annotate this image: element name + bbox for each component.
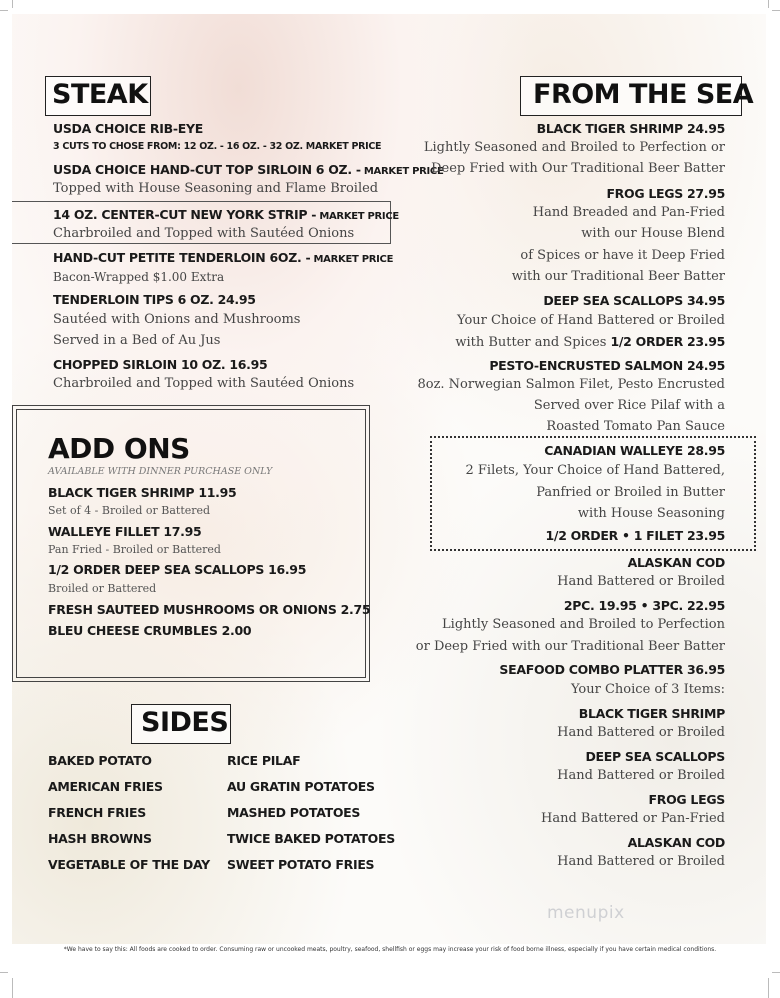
combo-item-name: BLACK TIGER SHRIMP — [578, 706, 725, 721]
salmon-desc-1: 8oz. Norwegian Salmon Filet, Pesto Encrusted — [417, 377, 725, 392]
sea-walleye-half: 1/2 ORDER • 1 FILET 23.95 — [545, 528, 725, 543]
addon-shrimp-desc: Set of 4 - Broiled or Battered — [48, 504, 211, 517]
combo-name: SEAFOOD COMBO PLATTER 36.95 — [499, 662, 725, 677]
sirloin-desc: Topped with House Seasoning and Flame Broiled — [53, 181, 379, 196]
crop-mark — [772, 10, 780, 11]
cod-desc-3: or Deep Fried with our Traditional Beer Batter — [415, 639, 725, 654]
salmon-desc-2: Served over Rice Pilaf with a — [533, 398, 725, 413]
ny-strip-desc: Charbroiled and Topped with Sautéed Onions — [53, 226, 355, 241]
side-item: MASHED POTATOES — [227, 805, 361, 820]
crop-mark — [768, 0, 769, 8]
frog-name: FROG LEGS 27.95 — [606, 186, 725, 201]
addon-walleye-desc: Pan Fried - Broiled or Battered — [48, 543, 221, 556]
tips-desc-1: Sautéed with Onions and Mushrooms — [53, 312, 301, 327]
side-item: TWICE BAKED POTATOES — [227, 831, 395, 846]
combo-desc: Your Choice of 3 Items: — [570, 682, 725, 697]
frog-desc-2: with our House Blend — [581, 226, 725, 241]
cod-prices: 2PC. 19.95 • 3PC. 22.95 — [563, 598, 725, 613]
frog-desc-3: of Spices or have it Deep Fried — [520, 248, 725, 263]
combo-item-desc: Hand Battered or Broiled — [557, 768, 725, 783]
addon-scallops-name: 1/2 ORDER DEEP SEA SCALLOPS 16.95 — [48, 562, 307, 577]
sides-title: SIDES — [141, 707, 229, 738]
crop-mark — [0, 10, 8, 11]
salmon-desc-3: Roasted Tomato Pan Sauce — [546, 419, 725, 434]
chopped-name: CHOPPED SIRLOIN 10 OZ. 16.95 — [53, 357, 268, 372]
side-item: HASH BROWNS — [48, 831, 152, 846]
cod-desc-1: Hand Battered or Broiled — [557, 574, 725, 589]
crop-mark — [772, 972, 780, 973]
crop-mark — [12, 978, 13, 998]
addon-bleu-name: BLEU CHEESE CRUMBLES 2.00 — [48, 623, 252, 638]
side-item: VEGETABLE OF THE DAY — [48, 857, 210, 872]
combo-item-desc: Hand Battered or Broiled — [557, 725, 725, 740]
sea-scallops-desc-2: with Butter and Spices 1/2 ORDER 23.95 — [455, 334, 725, 350]
side-item: RICE PILAF — [227, 753, 301, 768]
ny-strip-name: 14 OZ. CENTER-CUT NEW YORK STRIP - MARKET PRICE — [53, 207, 399, 222]
side-item: AU GRATIN POTATOES — [227, 779, 375, 794]
rib-eye-cuts: 3 CUTS TO CHOSE FROM: 12 OZ. - 16 OZ. - 32 OZ. MARKET PRICE — [53, 141, 382, 152]
side-item: AMERICAN FRIES — [48, 779, 163, 794]
petite-desc: Bacon-Wrapped $1.00 Extra — [53, 270, 225, 284]
sea-shrimp-desc-1: Lightly Seasoned and Broiled to Perfection or — [423, 140, 725, 155]
menu-page — [12, 14, 766, 944]
frog-desc-4: with our Traditional Beer Batter — [511, 269, 725, 284]
addon-shrimp-name: BLACK TIGER SHRIMP 11.95 — [48, 485, 237, 500]
addons-title: ADD ONS — [48, 432, 190, 465]
sea-scallops-name: DEEP SEA SCALLOPS 34.95 — [543, 293, 725, 308]
combo-item-name: FROG LEGS — [648, 792, 725, 807]
combo-item-desc: Hand Battered or Broiled — [557, 854, 725, 869]
cod-name: ALASKAN COD — [627, 555, 725, 570]
addon-scallops-desc: Broiled or Battered — [48, 582, 157, 595]
sea-shrimp-desc-2: Deep Fried with Our Traditional Beer Batter — [431, 161, 725, 176]
cod-desc-2: Lightly Seasoned and Broiled to Perfection — [442, 617, 725, 632]
crop-mark — [0, 972, 8, 973]
sea-shrimp-name: BLACK TIGER SHRIMP 24.95 — [536, 121, 725, 136]
steak-title: STEAK — [52, 79, 148, 110]
addon-mushrooms-name: FRESH SAUTEED MUSHROOMS OR ONIONS 2.75 — [48, 602, 371, 617]
side-item: SWEET POTATO FRIES — [227, 857, 375, 872]
tips-name: TENDERLOIN TIPS 6 OZ. 24.95 — [53, 292, 256, 307]
combo-item-name: DEEP SEA SCALLOPS — [585, 749, 725, 764]
sea-title: FROM THE SEA — [533, 79, 754, 110]
sea-scallops-desc-1: Your Choice of Hand Battered or Broiled — [457, 313, 725, 328]
tips-desc-2: Served in a Bed of Au Jus — [53, 333, 221, 348]
crop-mark — [768, 978, 769, 998]
sea-walleye-name: CANADIAN WALLEYE 28.95 — [544, 443, 725, 458]
combo-item-name: ALASKAN COD — [627, 835, 725, 850]
sirloin-name: USDA CHOICE HAND-CUT TOP SIRLOIN 6 OZ. - MARKET PRICE — [53, 162, 444, 177]
footer-disclaimer: *We have to say this: All foods are cooked to order. Consuming raw or uncooked meats, poultry, seafood, shellfish or eggs may increase your risk of food borne illness, especially if you have certain medical conditions. — [63, 946, 717, 953]
side-item: FRENCH FRIES — [48, 805, 146, 820]
chopped-desc: Charbroiled and Topped with Sautéed Onions — [53, 376, 355, 391]
sea-walleye-desc-1: 2 Filets, Your Choice of Hand Battered, — [465, 463, 725, 478]
addons-subtitle: AVAILABLE WITH DINNER PURCHASE ONLY — [48, 466, 273, 477]
frog-desc-1: Hand Breaded and Pan-Fried — [532, 205, 725, 220]
petite-name: HAND-CUT PETITE TENDERLOIN 6OZ. - MARKET PRICE — [53, 250, 394, 265]
combo-item-desc: Hand Battered or Pan-Fried — [541, 811, 725, 826]
side-item: BAKED POTATO — [48, 753, 152, 768]
addon-walleye-name: WALLEYE FILLET 17.95 — [48, 524, 202, 539]
crop-mark — [12, 0, 13, 8]
rib-eye-name: USDA CHOICE RIB-EYE — [53, 121, 203, 136]
salmon-name: PESTO-ENCRUSTED SALMON 24.95 — [489, 358, 725, 373]
sea-walleye-desc-3: with House Seasoning — [577, 506, 725, 521]
watermark: menupix — [547, 903, 625, 923]
sea-walleye-desc-2: Panfried or Broiled in Butter — [536, 485, 725, 500]
